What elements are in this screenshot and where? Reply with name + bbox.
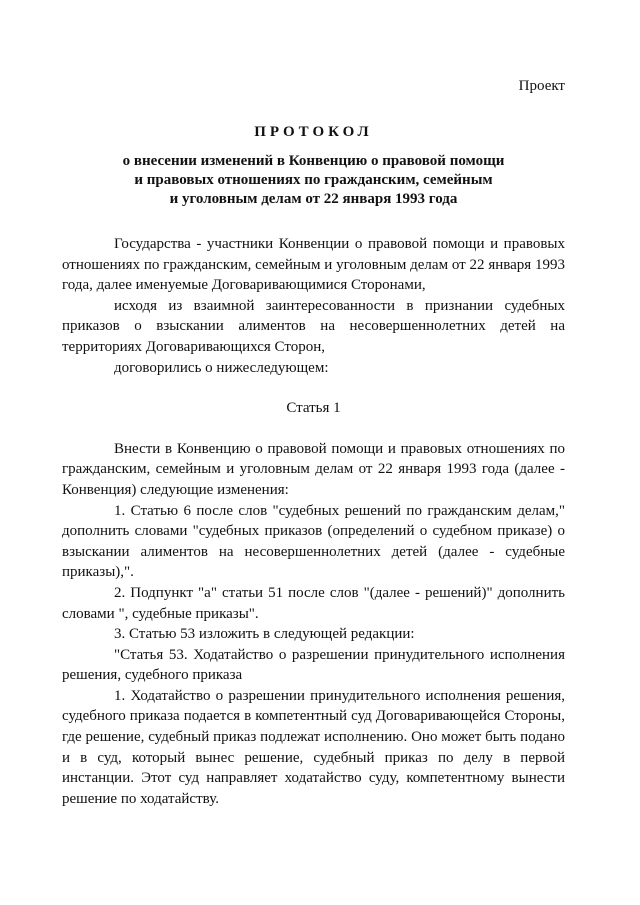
article-paragraph: 2. Подпункт "а" статьи 51 после слов "(далее - решений)" дополнить словами ", судебные приказы".: [62, 584, 565, 622]
preamble-paragraph: договорились о нижеследующем:: [114, 359, 329, 376]
preamble-paragraph: Государства - участники Конвенции о правовой помощи и правовых отношениях по гражданским, семейным и уголовным делам от 22 января 1993 года, далее именуемые Договаривающимися Сторонами,: [62, 236, 565, 294]
protocol-title: ПРОТОКОЛ: [254, 124, 373, 140]
article-paragraph: Внести в Конвенцию о правовой помощи и правовых отношениях по гражданским, семейным и уголовным делам от 22 января 1993 года (далее - Конвенция) следующие изменения:: [62, 440, 565, 498]
protocol-subtitle-line: и правовых отношениях по гражданским, семейным: [134, 172, 493, 188]
protocol-subtitle-line: и уголовным делам от 22 января 1993 года: [169, 191, 458, 207]
article-paragraph: 1. Ходатайство о разрешении принудительного исполнения решения, судебного приказа подается в компетентный суд Договаривающейся Стороны, где решение, судебный приказ подлежат исполнению. Оно может быть подано и в суд, который вынес решение, судебный приказ по делу в первой инстанции. Этот суд направляет ходатайство суду, компетентному вынести решение по ходатайству.: [62, 687, 565, 807]
protocol-heading: [62, 123, 565, 209]
draft-label: Проект: [518, 78, 565, 94]
article-paragraph: 3. Статью 53 изложить в следующей редакции:: [114, 626, 415, 643]
article-paragraph: 1. Статью 6 после слов "судебных решений по гражданским делам," дополнить словами "судебных приказов (определений о судебном приказе) о взыскании алиментов на несовершеннолетних детей (далее - судебные приказы),".: [62, 502, 565, 581]
article-heading: Статья 1: [286, 400, 341, 417]
protocol-subtitle-line: о внесении изменений в Конвенцию о правовой помощи: [122, 153, 505, 169]
preamble-paragraph: исходя из взаимной заинтересованности в признании судебных приказов о взыскании алиментов на несовершеннолетних детей на территориях Договаривающихся Сторон,: [62, 297, 565, 355]
document-body: [62, 234, 565, 809]
article-paragraph: "Статья 53. Ходатайство о разрешении принудительного исполнения решения, судебного приказа: [62, 646, 565, 684]
